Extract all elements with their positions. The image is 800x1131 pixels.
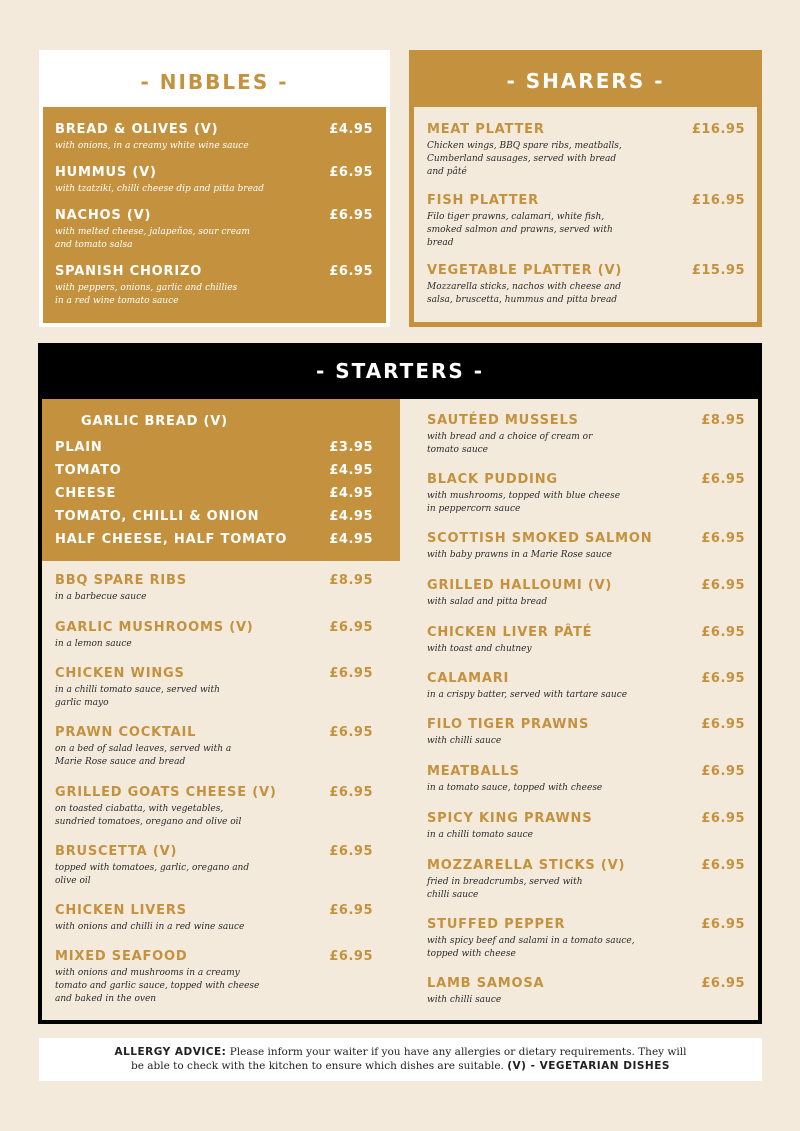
item-price: £6.95 xyxy=(701,578,745,593)
item-description: with onions and mushrooms in a creamy tomato and garlic sauce, topped with cheese and baked in the oven xyxy=(55,968,260,1004)
item-price: £6.95 xyxy=(701,717,745,732)
item-price: £6.95 xyxy=(329,785,373,800)
option-price: £4.95 xyxy=(329,486,373,501)
item-name: CALAMARI xyxy=(427,671,510,686)
item-name: SPANISH CHORIZO xyxy=(55,264,203,279)
item-price: £6.95 xyxy=(329,844,373,859)
item-price: £6.95 xyxy=(329,725,373,740)
item-price: £6.95 xyxy=(701,917,745,932)
item-name: GRILLED GOATS CHEESE (V) xyxy=(55,785,277,800)
item-description: with onions and chilli in a red wine sauce xyxy=(55,922,245,932)
item-price: £6.95 xyxy=(701,811,745,826)
allergy-line-2 xyxy=(39,1059,762,1073)
allergy-line-1 xyxy=(39,1038,762,1059)
nibbles-section xyxy=(39,50,390,327)
item-description: with spicy beef and salami in a tomato sauce, topped with cheese xyxy=(427,936,635,959)
item-description: in a chilli tomato sauce xyxy=(427,830,533,840)
item-description: with chilli sauce xyxy=(427,995,502,1005)
item-price: £8.95 xyxy=(701,413,745,428)
item-price: £6.95 xyxy=(329,165,373,180)
item-name: BBQ SPARE RIBS xyxy=(55,573,187,588)
item-description: with bread and a choice of cream or tomato sauce xyxy=(427,432,593,455)
item-description: with salad and pitta bread xyxy=(427,597,548,607)
item-price: £6.95 xyxy=(329,208,373,223)
item-description: with baby prawns in a Marie Rose sauce xyxy=(427,550,612,560)
item-price: £6.95 xyxy=(701,858,745,873)
item-name: BRUSCETTA (V) xyxy=(55,844,178,859)
item-price: £15.95 xyxy=(691,263,745,278)
starters-section xyxy=(38,343,762,1024)
allergy-advice xyxy=(39,1038,762,1081)
item-name: BLACK PUDDING xyxy=(427,472,558,487)
item-name: HUMMUS (V) xyxy=(55,165,157,180)
item-name: LAMB SAMOSA xyxy=(427,976,545,991)
item-price: £16.95 xyxy=(691,122,745,137)
item-name: MIXED SEAFOOD xyxy=(55,949,188,964)
option-name: CHEESE xyxy=(55,486,117,501)
item-price: £6.95 xyxy=(701,625,745,640)
item-name: SAUTÉED MUSSELS xyxy=(427,413,579,428)
item-description: fried in breadcrumbs, served with chilli sauce xyxy=(427,877,583,900)
item-name: SPICY KING PRAWNS xyxy=(427,811,593,826)
item-name: VEGETABLE PLATTER (V) xyxy=(427,263,623,278)
starters-title: - STARTERS - xyxy=(315,359,485,383)
item-description: with tzatziki, chilli cheese dip and pitta bread xyxy=(55,184,265,194)
allergy-text-2: be able to check with the kitchen to ensure which dishes are suitable. xyxy=(131,1060,504,1072)
item-price: £6.95 xyxy=(329,620,373,635)
item-description: in a chilli tomato sauce, served with garlic mayo xyxy=(55,685,220,708)
allergy-label: ALLERGY ADVICE: xyxy=(114,1046,227,1058)
option-price: £3.95 xyxy=(329,440,373,455)
option-name: HALF CHEESE, HALF TOMATO xyxy=(55,532,288,547)
nibbles-title: - NIBBLES - xyxy=(140,70,289,94)
option-price: £4.95 xyxy=(329,463,373,478)
option-name: TOMATO, CHILLI & ONION xyxy=(55,509,260,524)
item-description: in a lemon sauce xyxy=(55,639,132,649)
nibbles-panel xyxy=(43,107,386,323)
item-description: Chicken wings, BBQ spare ribs, meatballs, Cumberland sausages, served with bread and pâté xyxy=(427,141,622,177)
item-description: with mushrooms, topped with blue cheese in peppercorn sauce xyxy=(427,491,621,514)
item-price: £6.95 xyxy=(701,976,745,991)
item-description: on toasted ciabatta, with vegetables, sundried tomatoes, oregano and olive oil xyxy=(55,804,242,827)
item-description: topped with tomatoes, garlic, oregano and olive oil xyxy=(55,863,250,886)
item-name: PRAWN COCKTAIL xyxy=(55,725,197,740)
item-name: CHICKEN LIVER PÂTÉ xyxy=(427,625,593,640)
item-description: in a crispy batter, served with tartare sauce xyxy=(427,690,628,700)
item-description: with peppers, onions, garlic and chillies in a red wine tomato sauce xyxy=(55,283,238,306)
item-description: in a tomato sauce, topped with cheese xyxy=(427,783,603,793)
item-name: FILO TIGER PRAWNS xyxy=(427,717,590,732)
item-price: £6.95 xyxy=(701,531,745,546)
item-description: on a bed of salad leaves, served with a Marie Rose sauce and bread xyxy=(55,744,232,767)
item-price: £6.95 xyxy=(701,472,745,487)
sharers-section xyxy=(409,50,762,327)
item-name: MEAT PLATTER xyxy=(427,122,545,137)
item-name: SCOTTISH SMOKED SALMON xyxy=(427,531,653,546)
vegetarian-key: (V) - VEGETARIAN DISHES xyxy=(507,1060,670,1072)
item-name: GRILLED HALLOUMI (V) xyxy=(427,578,613,593)
garlic-bread-title: GARLIC BREAD (V) xyxy=(81,414,228,429)
item-description: with melted cheese, jalapeños, sour cream and tomato salsa xyxy=(55,227,250,250)
item-description: with onions, in a creamy white wine sauce xyxy=(55,141,249,151)
option-name: PLAIN xyxy=(55,440,103,455)
item-price: £6.95 xyxy=(701,764,745,779)
item-name: FISH PLATTER xyxy=(427,193,539,208)
item-name: MEATBALLS xyxy=(427,764,520,779)
item-price: £6.95 xyxy=(329,903,373,918)
item-description: with chilli sauce xyxy=(427,736,502,746)
item-price: £16.95 xyxy=(691,193,745,208)
item-name: MOZZARELLA STICKS (V) xyxy=(427,858,626,873)
item-description: with toast and chutney xyxy=(427,644,532,654)
item-price: £6.95 xyxy=(329,949,373,964)
item-description: Mozzarella sticks, nachos with cheese and salsa, bruscetta, hummus and pitta bread xyxy=(427,282,622,305)
item-name: CHICKEN LIVERS xyxy=(55,903,187,918)
item-name: GARLIC MUSHROOMS (V) xyxy=(55,620,254,635)
option-name: TOMATO xyxy=(55,463,122,478)
sharers-title: - SHARERS - xyxy=(506,69,665,93)
option-price: £4.95 xyxy=(329,509,373,524)
sharers-panel xyxy=(414,107,757,322)
allergy-text-1: Please inform your waiter if you have any allergies or dietary requirements. They will xyxy=(229,1046,687,1058)
item-description: Filo tiger prawns, calamari, white fish, smoked salmon and prawns, served with bread xyxy=(427,212,613,248)
item-name: NACHOS (V) xyxy=(55,208,152,223)
item-price: £6.95 xyxy=(329,666,373,681)
item-name: BREAD & OLIVES (V) xyxy=(55,122,219,137)
item-name: CHICKEN WINGS xyxy=(55,666,185,681)
option-price: £4.95 xyxy=(329,532,373,547)
item-price: £4.95 xyxy=(329,122,373,137)
item-description: in a barbecue sauce xyxy=(55,592,147,602)
item-price: £6.95 xyxy=(701,671,745,686)
garlic-bread-box xyxy=(42,399,400,561)
starters-panel xyxy=(42,399,758,1020)
item-price: £8.95 xyxy=(329,573,373,588)
item-name: STUFFED PEPPER xyxy=(427,917,566,932)
item-price: £6.95 xyxy=(329,264,373,279)
